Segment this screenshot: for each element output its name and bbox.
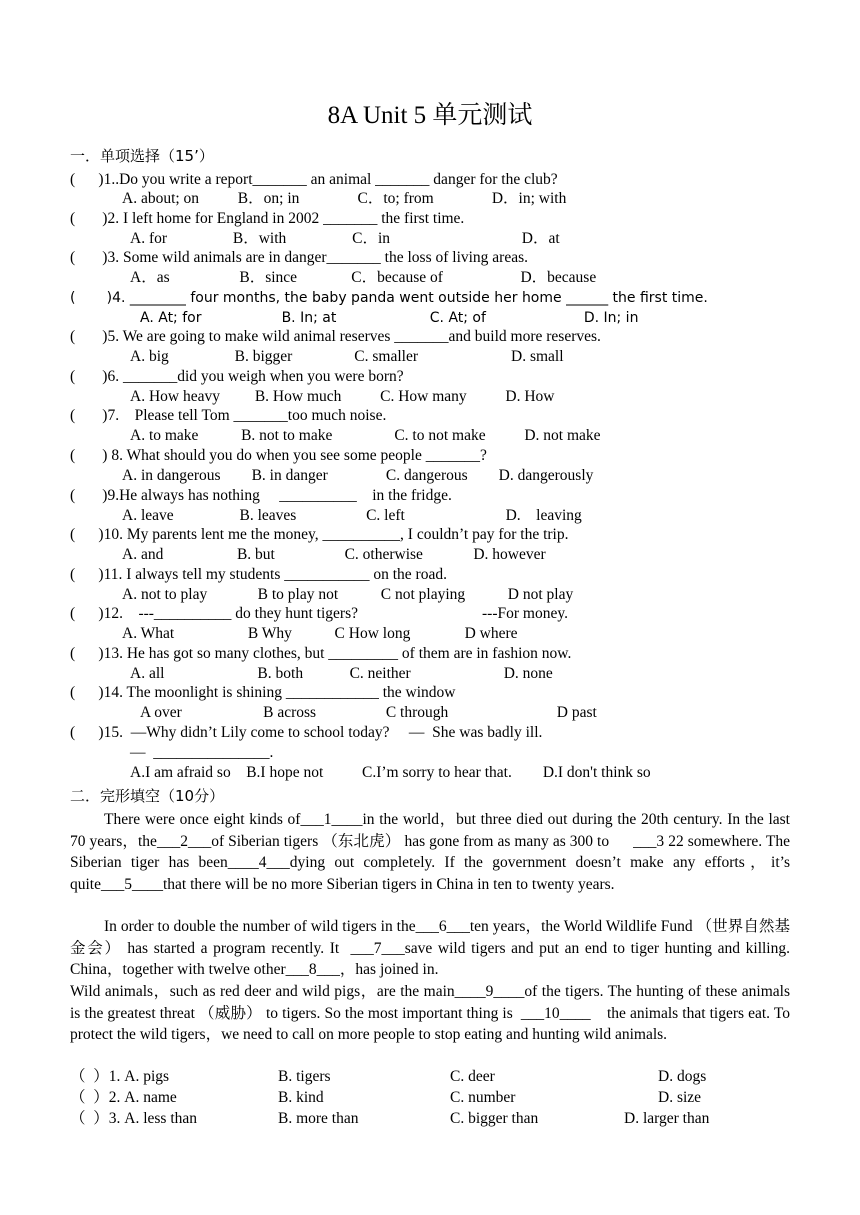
question-15-options: A.I am afraid so B.I hope not C.I’m sorry to hear that. D.I don't think so [130,764,651,781]
question-8-options: A. in dangerous B. in danger C. dangerous D. dangerously [122,467,594,484]
cloze-answer-1-d: D. dogs [658,1068,707,1085]
question-9-stem: ( )9.He always has nothing __________ in the fridge. [70,487,452,504]
cloze-answer-3-d: D. larger than [624,1110,710,1127]
question-3-options: A．as B．since C．because of D．because [130,269,597,286]
page-title: 8A Unit 5 单元测试 [327,102,533,129]
question-5-options: A. big B. bigger C. smaller D. small [130,348,564,365]
question-10-stem: ( )10. My parents lent me the money, __________, I couldn’t pay for the trip. [70,526,569,543]
question-1-stem: ( )1..Do you write a report_______ an animal _______ danger for the club? [70,171,558,188]
question-9-options: A. leave B. leaves C. left D. leaving [122,507,582,524]
section-1-heading: 一．单项选择（15’） [70,147,214,165]
question-13-options: A. all B. both C. neither D. none [130,665,553,682]
question-14-stem: ( )14. The moonlight is shining ____________ the window [70,684,456,701]
question-4-options: A. At; for B. In; at C. At; of D. In; in [140,310,639,326]
cloze-paragraph-3: Wild animals，such as red deer and wild pigs，are the main____9____of the tigers. The hunting of these animals is the greatest threat （威胁） to tigers. So the most important thing is ___10____ the animals that tigers eat. To protect the wild tigers，we need to call on more people to stop eating and hunting wild animals. [70,983,794,1043]
cloze-answer-3-a: （ ）3. A. less than [70,1110,198,1127]
question-10-options: A. and B. but C. otherwise D. however [122,546,546,563]
question-11-options: A. not to play B to play not C not playing D not play [122,586,574,603]
question-5-stem: ( )5. We are going to make wild animal reserves _______and build more reserves. [70,328,601,345]
question-7-options: A. to make B. not to make C. to not make D. not make [130,427,601,444]
cloze-answer-1-a: （ ）1. A. pigs [70,1068,170,1085]
question-15-stem: ( )15. —Why didn’t Lily come to school today? — She was badly ill. [70,724,543,741]
question-15-response: — _______________. [130,744,274,761]
question-12-stem: ( )12. ---__________ do they hunt tigers? ---For money. [70,605,568,622]
cloze-answer-2-c: C. number [450,1089,516,1106]
question-12-options: A. What B Why C How long D where [122,625,518,642]
cloze-answer-1-b: B. tigers [278,1068,331,1085]
cloze-answer-2-b: B. kind [278,1089,324,1106]
question-11-stem: ( )11. I always tell my students ___________ on the road. [70,566,447,583]
cloze-answer-2-a: （ ）2. A. name [70,1089,177,1106]
cloze-paragraph-1: There were once eight kinds of___1____in the world，but three died out during the 20th century. In the last 70 years，the___2___of Siberian tigers （东北虎） has gone from as many as 300 to ___3 22 somewhere. The Siberian tiger has been____4___dying out completely. If the government doesn’t make any efforts，it’s quite___5____that there will be no more Siberian tigers in China in ten to twenty years. [70,811,794,893]
question-4-text: ( )4. ________ four months, the baby panda went outside her home ______ the first time. [70,290,708,306]
question-2-stem: ( )2. I left home for England in 2002 _______ the first time. [70,210,465,227]
cloze-paragraph-2: In order to double the number of wild tigers in the___6___ten years，the World Wildlife Fund （世界自然基金会） has started a program recently. It ___7___save wild tigers and put an end to tiger hunting and killing. China，together with twelve other___8___，has joined in. [70,918,794,978]
question-4-stem [70,288,708,308]
question-14-options: A over B across C through D past [140,704,597,721]
cloze-answer-2-d: D. size [658,1089,702,1106]
question-1-options: A. about; on B．on; in C．to; from D．in; with [122,190,567,207]
question-3-stem: ( )3. Some wild animals are in danger_______ the loss of living areas. [70,249,529,266]
cloze-answer-3-c: C. bigger than [450,1110,539,1127]
cloze-answer-1-c: C. deer [450,1068,495,1085]
section-2-heading: 二．完形填空（10分） [70,787,225,805]
question-8-stem: ( ) 8. What should you do when you see some people _______? [70,447,487,464]
question-2-options: A. for B．with C．in D．at [130,230,560,247]
question-13-stem: ( )13. He has got so many clothes, but _________ of them are in fashion now. [70,645,572,662]
cloze-answer-3-b: B. more than [278,1110,359,1127]
question-6-stem: ( )6. _______did you weigh when you were born? [70,368,404,385]
question-6-options: A. How heavy B. How much C. How many D. How [130,388,555,405]
question-7-stem: ( )7. Please tell Tom _______too much noise. [70,407,387,424]
